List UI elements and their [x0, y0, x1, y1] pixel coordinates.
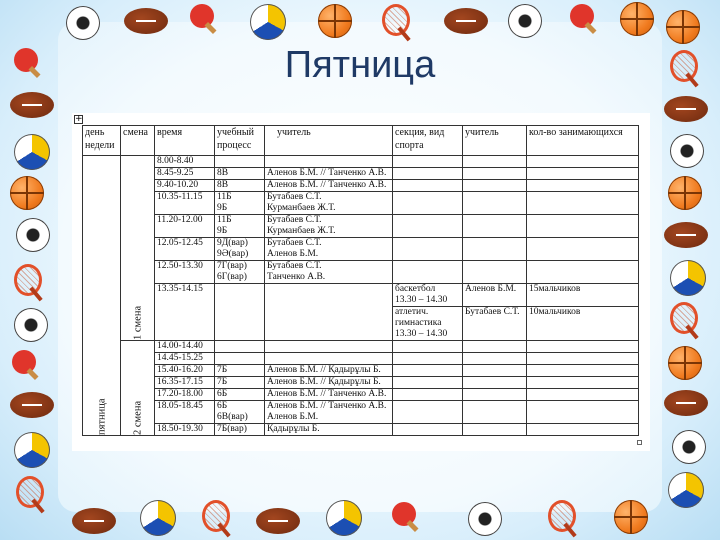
teacher-cell: Бутабаев С.Т. Танченко А.В.: [265, 261, 393, 284]
process-cell: [215, 284, 265, 341]
table-row: [83, 365, 639, 377]
ping-pong-paddle-icon: [392, 502, 426, 532]
tennis-racket-icon: [380, 2, 418, 40]
process-cell: 7Г(вар) 6Г(вар): [215, 261, 265, 284]
participants-cell: [527, 389, 639, 401]
process-cell: 11Б 9Б: [215, 215, 265, 238]
soccer-ball-icon: [508, 4, 542, 38]
table-row: [83, 284, 639, 307]
basketball-icon: [318, 4, 352, 38]
section-cell: [393, 215, 463, 238]
table-move-handle-icon[interactable]: +: [75, 114, 83, 124]
header-cell: кол-во занимающихся: [527, 126, 639, 156]
teacher-cell: Бутабаев С.Т. Аленов Б.М.: [265, 238, 393, 261]
header-cell: учебный процесс: [215, 126, 265, 156]
table-row: [83, 180, 639, 192]
time-cell: 8.00-8.40: [155, 156, 215, 168]
basketball-icon: [668, 176, 702, 210]
time-cell: 16.35-17.15: [155, 377, 215, 389]
participants-cell: 15мальчиков: [527, 284, 639, 307]
table-row: [83, 192, 639, 215]
teacher-cell: Бутабаев С.Т. Курманбаев Ж.Т.: [265, 192, 393, 215]
time-cell: 15.40-16.20: [155, 365, 215, 377]
section-cell: [393, 238, 463, 261]
process-cell: [215, 156, 265, 168]
rugby-ball-icon: [10, 392, 54, 418]
rugby-ball-icon: [664, 222, 708, 248]
soccer-ball-icon: [468, 502, 502, 536]
soccer-ball-icon: [16, 218, 50, 252]
time-cell: 17.20-18.00: [155, 389, 215, 401]
teacher-cell: Аленов Б.М. // Қадырұлы Б.: [265, 365, 393, 377]
table-row: [83, 377, 639, 389]
process-cell: 6Б 6В(вар): [215, 401, 265, 424]
section-teacher-cell: [463, 377, 527, 389]
process-cell: [215, 353, 265, 365]
participants-cell: [527, 156, 639, 168]
ping-pong-paddle-icon: [12, 350, 46, 380]
teacher-cell: [265, 353, 393, 365]
section-cell: [393, 168, 463, 180]
section-teacher-cell: [463, 401, 527, 424]
tennis-racket-icon: [14, 474, 52, 512]
table-row: [83, 156, 639, 168]
section-cell: [393, 353, 463, 365]
rugby-ball-icon: [10, 92, 54, 118]
time-cell: 9.40-10.20: [155, 180, 215, 192]
tennis-racket-icon: [546, 498, 584, 536]
volleyball-icon: [140, 500, 176, 536]
header-cell: секция, вид спорта: [393, 126, 463, 156]
section-teacher-cell: [463, 261, 527, 284]
section-cell: атлетич. гимнастика 13.30 – 14.30: [393, 307, 463, 341]
basketball-icon: [666, 10, 700, 44]
rugby-ball-icon: [444, 8, 488, 34]
teacher-cell: [265, 284, 393, 341]
section-cell: [393, 180, 463, 192]
teacher-cell: Аленов Б.М. // Танченко А.В.: [265, 389, 393, 401]
time-cell: 11.20-12.00: [155, 215, 215, 238]
header-cell: смена: [121, 126, 155, 156]
section-cell: [393, 424, 463, 436]
process-cell: 7Б(вар): [215, 424, 265, 436]
section-teacher-cell: [463, 389, 527, 401]
section-teacher-cell: [463, 365, 527, 377]
table-row: [83, 341, 639, 353]
time-cell: 12.05-12.45: [155, 238, 215, 261]
table-row: [83, 215, 639, 238]
teacher-cell: [265, 156, 393, 168]
participants-cell: [527, 238, 639, 261]
table-header-row: [83, 126, 639, 156]
time-cell: 12.50-13.30: [155, 261, 215, 284]
participants-cell: [527, 401, 639, 424]
participants-cell: [527, 377, 639, 389]
schedule-table-container: [72, 113, 650, 451]
volleyball-icon: [14, 134, 50, 170]
section-cell: баскетбол 13.30 – 14.30: [393, 284, 463, 307]
ping-pong-paddle-icon: [570, 4, 604, 34]
shift-cell: 1 смена: [121, 156, 155, 341]
section-teacher-cell: [463, 353, 527, 365]
volleyball-icon: [326, 500, 362, 536]
table-row: [83, 261, 639, 284]
section-teacher-cell: [463, 192, 527, 215]
rugby-ball-icon: [256, 508, 300, 534]
teacher-cell: Аленов Б.М. // Танченко А.В.: [265, 180, 393, 192]
volleyball-icon: [668, 472, 704, 508]
time-cell: 14.00-14.40: [155, 341, 215, 353]
process-cell: 9Д(вар) 9Ә(вар): [215, 238, 265, 261]
time-cell: 18.50-19.30: [155, 424, 215, 436]
process-cell: 8В: [215, 180, 265, 192]
tennis-racket-icon: [200, 498, 238, 536]
basketball-icon: [668, 346, 702, 380]
section-teacher-cell: [463, 341, 527, 353]
header-cell: день недели: [83, 126, 121, 156]
table-resize-handle-icon[interactable]: [637, 440, 642, 445]
section-teacher-cell: Бутабаев С.Т.: [463, 307, 527, 341]
process-cell: 7Б: [215, 377, 265, 389]
process-cell: 8В: [215, 168, 265, 180]
time-cell: 10.35-11.15: [155, 192, 215, 215]
teacher-cell: Аленов Б.М. // Қадырұлы Б.: [265, 377, 393, 389]
basketball-icon: [614, 500, 648, 534]
section-teacher-cell: [463, 168, 527, 180]
teacher-cell: [265, 341, 393, 353]
section-cell: [393, 389, 463, 401]
process-cell: 7Б: [215, 365, 265, 377]
section-teacher-cell: [463, 156, 527, 168]
time-cell: 18.05-18.45: [155, 401, 215, 424]
rugby-ball-icon: [664, 390, 708, 416]
section-teacher-cell: [463, 424, 527, 436]
section-cell: [393, 156, 463, 168]
time-cell: 13.35-14.15: [155, 284, 215, 341]
table-row: [83, 401, 639, 424]
ping-pong-paddle-icon: [190, 4, 224, 34]
process-cell: [215, 341, 265, 353]
section-cell: [393, 341, 463, 353]
section-teacher-cell: [463, 238, 527, 261]
soccer-ball-icon: [672, 430, 706, 464]
soccer-ball-icon: [670, 134, 704, 168]
header-cell: учитель: [463, 126, 527, 156]
table-row: [83, 168, 639, 180]
shift-cell: 2 смена: [121, 341, 155, 436]
table-row: [83, 353, 639, 365]
table-row: [83, 238, 639, 261]
participants-cell: 10мальчиков: [527, 307, 639, 341]
participants-cell: [527, 424, 639, 436]
header-cell: время: [155, 126, 215, 156]
section-cell: [393, 192, 463, 215]
participants-cell: [527, 192, 639, 215]
slide-title: Пятница: [284, 44, 436, 86]
section-teacher-cell: [463, 215, 527, 238]
section-cell: [393, 261, 463, 284]
participants-cell: [527, 365, 639, 377]
participants-cell: [527, 261, 639, 284]
section-teacher-cell: [463, 180, 527, 192]
teacher-cell: Аленов Б.М. // Танченко А.В.: [265, 168, 393, 180]
time-cell: 14.45-15.25: [155, 353, 215, 365]
time-cell: 8.45-9.25: [155, 168, 215, 180]
soccer-ball-icon: [14, 308, 48, 342]
soccer-ball-icon: [66, 6, 100, 40]
schedule-table: [82, 125, 639, 436]
rugby-ball-icon: [124, 8, 168, 34]
participants-cell: [527, 341, 639, 353]
basketball-icon: [10, 176, 44, 210]
section-teacher-cell: Аленов Б.М.: [463, 284, 527, 307]
teacher-cell: Аленов Б.М. // Танченко А.В. Аленов Б.М.: [265, 401, 393, 424]
section-cell: [393, 377, 463, 389]
process-cell: 11Б 9Б: [215, 192, 265, 215]
tennis-racket-icon: [668, 300, 706, 338]
volleyball-icon: [670, 260, 706, 296]
volleyball-icon: [14, 432, 50, 468]
rugby-ball-icon: [664, 96, 708, 122]
teacher-cell: Қадырұлы Б.: [265, 424, 393, 436]
tennis-racket-icon: [12, 262, 50, 300]
table-row: [83, 424, 639, 436]
volleyball-icon: [250, 4, 286, 40]
teacher-cell: Бутабаев С.Т. Курманбаев Ж.Т.: [265, 215, 393, 238]
participants-cell: [527, 353, 639, 365]
participants-cell: [527, 180, 639, 192]
day-cell: пятница: [83, 156, 121, 436]
participants-cell: [527, 168, 639, 180]
rugby-ball-icon: [72, 508, 116, 534]
basketball-icon: [620, 2, 654, 36]
section-cell: [393, 401, 463, 424]
process-cell: 6Б: [215, 389, 265, 401]
table-row: [83, 389, 639, 401]
section-cell: [393, 365, 463, 377]
participants-cell: [527, 215, 639, 238]
header-cell: учитель: [265, 126, 393, 156]
